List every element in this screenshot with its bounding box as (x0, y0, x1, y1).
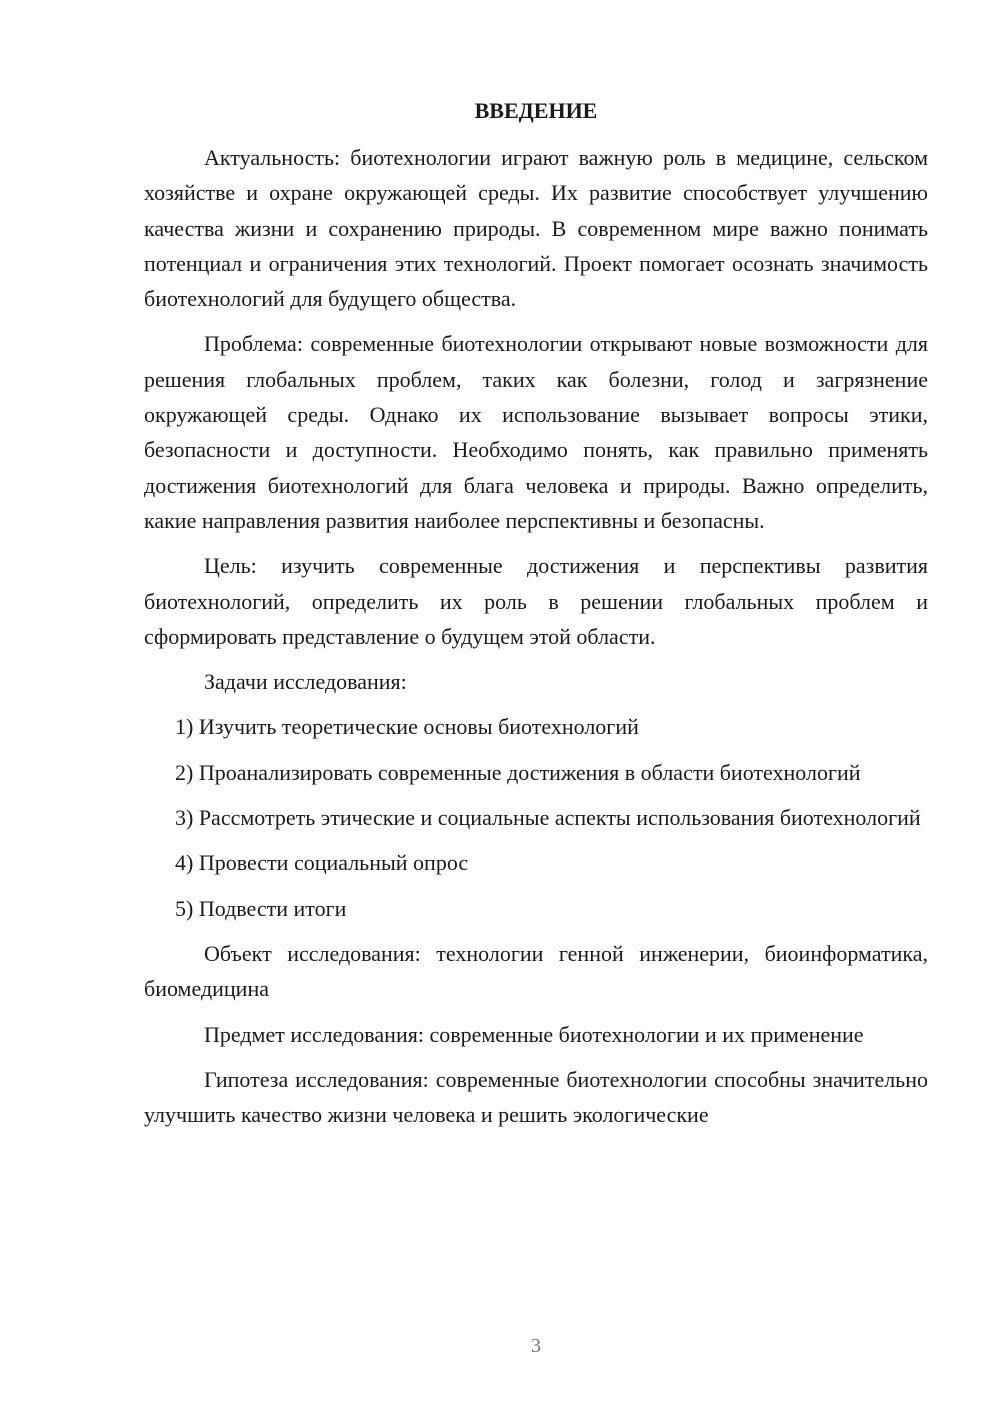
task-item: 1) Изучить теоретические основы биотехнологий (175, 714, 639, 740)
relevance-paragraph: Актуальность: биотехнологии играют важную роль в медицине, сельском хозяйстве и охране окружающей среды. Их развитие способствует улучшению качества жизни и сохранению природы. В современном мире важно понимать потенциал и ограничения этих технологий. Проект помогает осознать значимость биотехнологий для будущего общества. (144, 145, 928, 312)
hypothesis-paragraph: Гипотеза исследования: современные биотехнологии способны значительно улучшить качество жизни человека и решить экологические (144, 1066, 928, 1128)
page-number: 3 (531, 1335, 541, 1357)
goal-paragraph: Цель: изучить современные достижения и перспективы развития биотехнологий, определить их роль в решении глобальных проблем и сформировать представление о будущем этой области. (144, 553, 928, 649)
tasks-list (144, 709, 928, 925)
task-item: 5) Подвести итоги (175, 895, 347, 921)
page-content (144, 95, 928, 1142)
task-item: 4) Провести социальный опрос (175, 850, 469, 876)
subject-paragraph: Предмет исследования: современные биотехнологии и их применение (204, 1021, 864, 1047)
problem-paragraph: Проблема: современные биотехнологии открывают новые возможности для решения глобальных проблем, таких как болезни, голод и загрязнение окружающей среды. Однако их использование вызывает вопросы этики, безопасности и доступности. Необходимо понять, как правильно применять достижения биотехнологий для блага человека и природы. Важно определить, какие направления развития наиболее перспективны и безопасны. (144, 331, 928, 533)
tasks-heading: Задачи исследования: (204, 669, 407, 695)
task-item: 3) Рассмотреть этические и социальные аспекты использования биотехнологий (175, 805, 921, 831)
object-paragraph: Объект исследования: технологии генной инженерии, биоинформатика, биомедицина (144, 940, 928, 1002)
section-title: ВВЕДЕНИЕ (474, 98, 598, 123)
task-item: 2) Проанализировать современные достижения в области биотехнологий (175, 759, 861, 785)
